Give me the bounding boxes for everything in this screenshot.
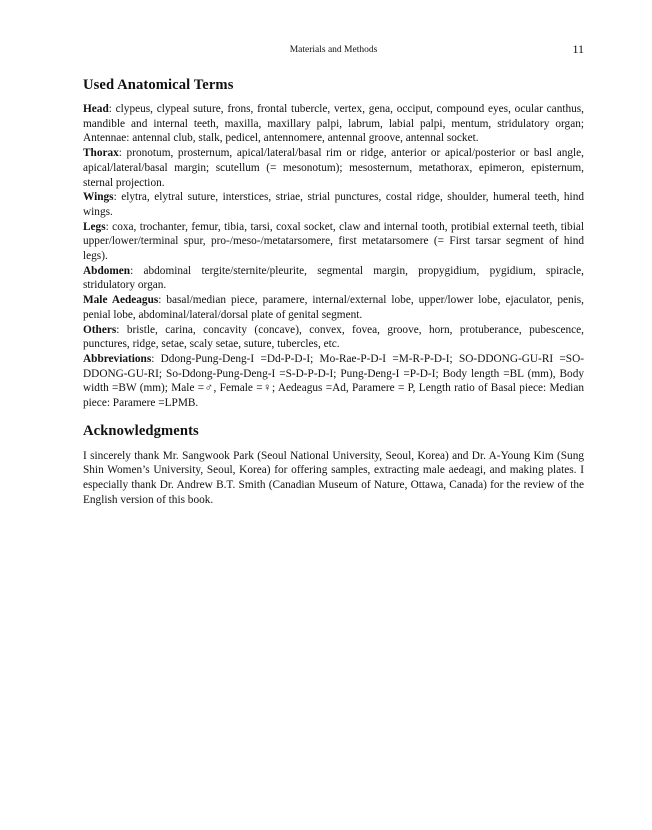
term-entry-abdomen <box>83 264 584 293</box>
acknowledgments-paragraph: I sincerely thank Mr. Sangwook Park (Seoul National University, Seoul, Korea) and Dr. A-Young Kim (Sung Shin Women’s University, Seoul, Korea) for offering samples, extracting male aedeagi, and making plates. I especially thank Dr. Andrew B.T. Smith (Canadian Museum of Nature, Ottawa, Canada) for the review of the English version of this book. <box>83 449 584 506</box>
term-entry-head <box>83 102 584 146</box>
term-entry-male-aedeagus <box>83 293 584 322</box>
term-entry-abbreviations <box>83 352 584 411</box>
term-label: Others <box>83 323 117 336</box>
term-entry-others <box>83 323 584 352</box>
running-header <box>83 43 584 57</box>
term-label: Head <box>83 103 109 115</box>
anatomical-terms-section <box>83 76 584 411</box>
acknowledgments-section <box>83 422 584 508</box>
term-description: : elytra, elytral suture, interstices, striae, strial punctures, costal ridge, shoulder, humeral teeth, hind wings. <box>83 191 584 218</box>
term-label: Wings <box>83 191 114 204</box>
term-label: Thorax <box>83 147 119 160</box>
term-description: : Ddong-Pung-Deng-I =Dd-P-D-I; Mo-Rae-P-D-I =M-R-P-D-I; SO-DDONG-GU-RI =SO-DDONG-GU-RI; So-Ddong-Pung-Deng-I =S-D-P-D-I; Pung-Deng-I =P-D-I; Body length =BL (mm), Body width =BW (mm); Male =♂, Female =♀; Aedeagus =Ad, Paramere = P, Length ratio of Basal piece: Median piece: Paramere =LPMB. <box>83 352 584 410</box>
term-entry-wings <box>83 190 584 219</box>
term-label: Legs <box>83 220 106 233</box>
term-description: : abdominal tergite/sternite/pleurite, segmental margin, propygidium, pygidium, spiracle, stridulatory organ. <box>83 264 584 292</box>
term-entry-thorax <box>83 146 584 190</box>
term-description: : coxa, trochanter, femur, tibia, tarsi, coxal socket, claw and internal tooth, protibial external teeth, tibial upper/lower/terminal spur, pro-/meso-/metatarsomere, first metatarsomere (= First tarsar segment of hind legs). <box>83 220 584 263</box>
term-label: Abbreviations <box>83 352 152 365</box>
acknowledgments-heading: Acknowledgments <box>83 422 199 439</box>
term-label: Abdomen <box>83 264 131 277</box>
running-header-title: Materials and Methods <box>289 45 378 55</box>
term-label: Male Aedeagus <box>83 294 159 307</box>
term-description: : basal/median piece, paramere, internal/external lobe, upper/lower lobe, ejaculator, penis, penial lobe, abdominal/lateral/dorsal plate of genital segment. <box>83 294 584 321</box>
term-description: : bristle, carina, concavity (concave), convex, fovea, groove, horn, protuberance, pubescence, punctures, ridge, setae, scaly setae, suture, tubercles, etc. <box>83 323 584 351</box>
term-description: : clypeus, clypeal suture, frons, frontal tubercle, vertex, gena, occiput, compound eyes, ocular canthus, mandible and internal teeth, maxilla, maxillary palpi, labrum, labial palpi, mentum, stridulatory organ; Antennae: antennal club, stalk, pedicel, antennomere, antennal groove, antennal socket. <box>83 103 584 145</box>
page-content <box>83 76 584 508</box>
page-number: 11 <box>572 42 584 56</box>
term-description: : pronotum, prosternum, apical/lateral/basal rim or ridge, anterior or apical/posterior or basl angle, apical/lateral/basal margin; scutellum (= mesonotum); mesosternum, metathorax, epimeron, episternum, sternal projection. <box>83 147 584 189</box>
term-entry-legs <box>83 220 584 264</box>
anatomical-terms-heading: Used Anatomical Terms <box>83 77 234 93</box>
